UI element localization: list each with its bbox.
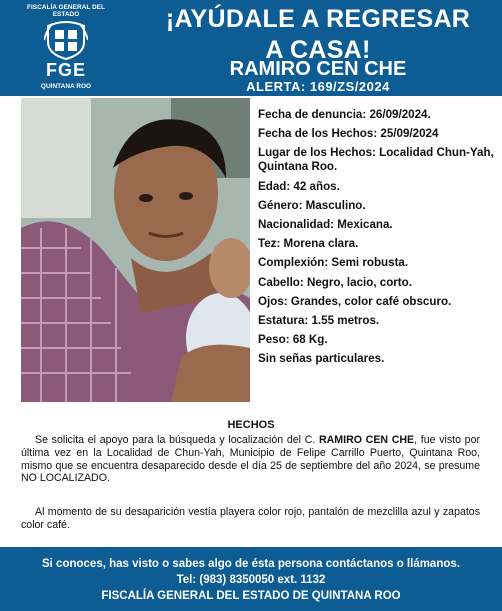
hechos-p1-name: RAMIRO CEN CHE [319, 434, 415, 446]
footer-contact [0, 547, 502, 611]
footer-agency: FISCALÍA GENERAL DEL ESTADO DE QUINTANA ROO [101, 590, 401, 602]
detail-genero: Género: Masculino. [258, 198, 366, 212]
hechos-title: HECHOS [227, 419, 275, 431]
detail-ojos: Ojos: Grandes, color café obscuro. [258, 294, 452, 308]
hechos-p1-rest: , fue visto por última vez en la Localidad de Chun-Yah, Municipio de Felipe Carrillo Puerto, Quintana Roo, mismo que se encuentra desaparecido desde el día 25 de septiembre del año 2024, se presume NO LOCALIZADO. [21, 434, 480, 485]
detail-denuncia: Fecha de denuncia: 26/09/2024. [258, 108, 431, 121]
detail-cabello: Cabello: Negro, lacio, corto. [258, 275, 412, 289]
detail-complexion: Complexión: Semi robusta. [258, 256, 409, 270]
person-photo [21, 98, 250, 402]
headline [138, 4, 498, 66]
detail-senas: Sin señas particulares. [258, 352, 385, 366]
headline-line-2: A CASA! [265, 36, 371, 64]
hechos-p1-intro: Se solicita el apoyo para la búsqueda y localización del C. [35, 434, 319, 446]
fge-logo [26, 4, 106, 94]
header-banner [0, 0, 502, 96]
detail-edad: Edad: 42 años. [258, 179, 340, 193]
logo-state-text: QUINTANA ROO [40, 83, 92, 90]
logo-top-text: FISCALÍA GENERAL DEL ESTADO [26, 4, 105, 18]
detail-lugar: Lugar de los Hechos: Localidad Chun-Yah, Quintana Roo. [258, 146, 494, 174]
person-details [258, 108, 498, 371]
hechos-paragraph-1 [21, 434, 480, 485]
detail-peso: Peso: 68 Kg. [258, 333, 328, 347]
detail-tez: Tez: Morena clara. [258, 237, 359, 251]
detail-estatura: Estatura: 1.55 metros. [258, 313, 380, 327]
fge-emblem-icon [44, 20, 88, 60]
alert-code: ALERTA: 169/ZS/2024 [246, 79, 390, 94]
person-name: RAMIRO CEN CHE [229, 58, 407, 80]
footer-line-1: Si conoces, has visto o sabes algo de ésta persona contáctanos o llámanos. [42, 558, 460, 570]
logo-acronym: FGE [45, 60, 86, 80]
footer-phone: Tel: (983) 8350050 ext. 1132 [176, 574, 326, 586]
person-photo-illustration [21, 98, 250, 402]
detail-nacionalidad: Nacionalidad: Mexicana. [258, 217, 393, 231]
detail-fecha-hechos: Fecha de los Hechos: 25/09/2024 [258, 127, 439, 141]
headline-line-1: ¡AYÚDALE A REGRESAR [165, 5, 471, 33]
hechos-paragraph-2: Al momento de su desaparición vestía playera color rojo, pantalón de mezclilla azul y zapatos color café. [21, 506, 480, 531]
